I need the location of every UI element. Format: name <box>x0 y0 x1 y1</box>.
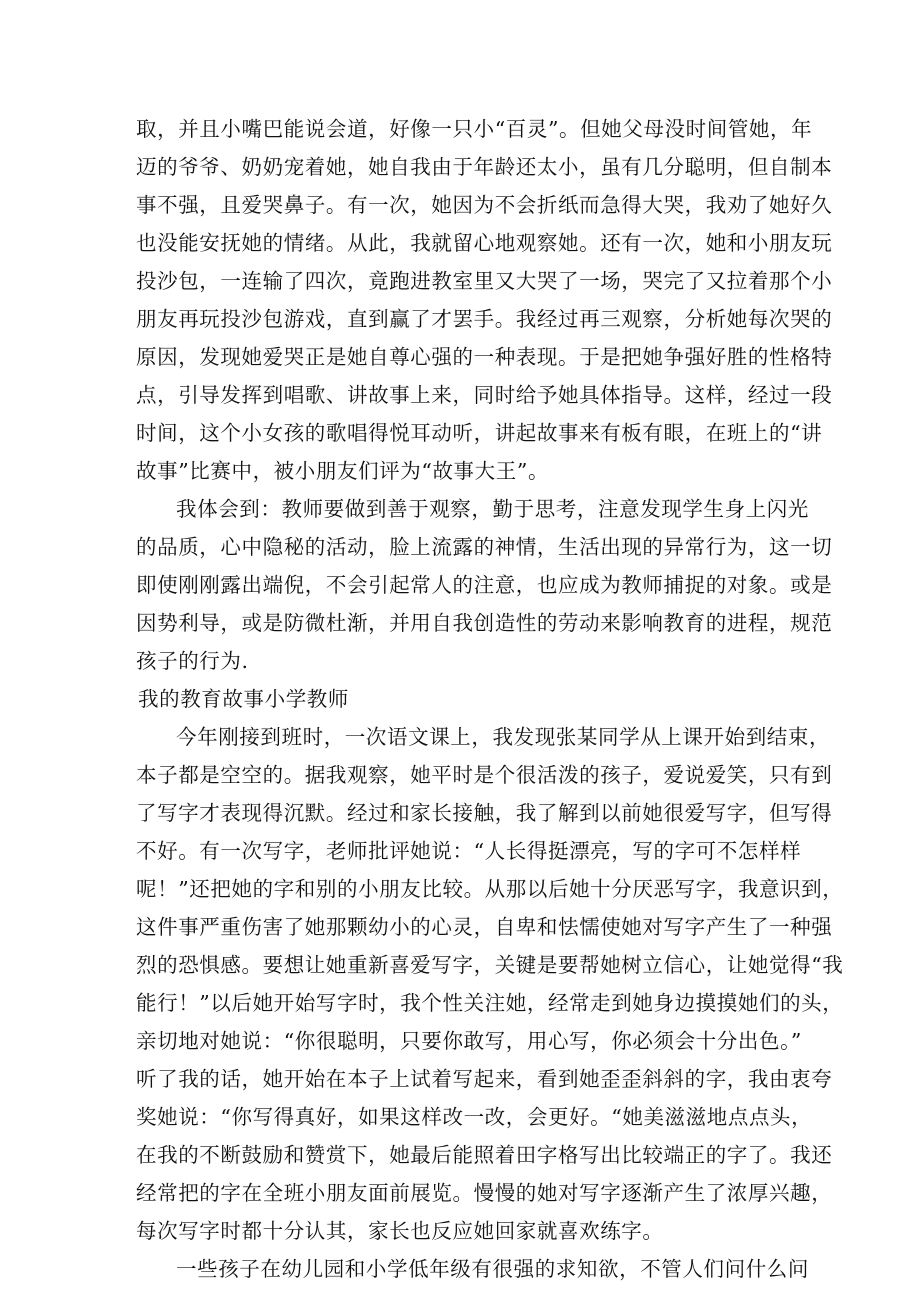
text-line: 呢！”还把她的字和别的小朋友比较。从那以后她十分厌恶写字，我意识到， <box>136 877 844 901</box>
text-line: 亲切地对她说：“你很聪明，只要你敢写，用心写，你必须会十分出色。” <box>136 1029 803 1053</box>
text-line: 朋友再玩投沙包游戏，直到赢了才罢手。我经过再三观察，分析她每次哭的 <box>136 307 833 331</box>
text-line: 投沙包，一连输了四次，竟跑进教室里又大哭了一场，哭完了又拉着那个小 <box>136 269 833 293</box>
text-line: 每次写字时都十分认其，家长也反应她回家就喜欢练字。 <box>136 1219 664 1243</box>
text-line: 的品质，心中隐秘的活动，脸上流露的神情，生活出现的异常行为，这一切 <box>136 535 833 559</box>
text-line: 听了我的话，她开始在本子上试着写起来，看到她歪歪斜斜的字，我由衷夸 <box>136 1067 833 1091</box>
text-line: 能行！”以后她开始写字时，我个性关注她，经常走到她身边摸摸她们的头， <box>136 991 844 1015</box>
text-line: 因势利导，或是防微杜渐，并用自我创造性的劳动来影响教育的进程，规范 <box>136 611 833 635</box>
text-line: 了写字才表现得沉默。经过和家长接触，我了解到以前她很爱写字，但写得 <box>136 801 833 825</box>
section-heading: 我的教育故事小学教师 <box>138 687 349 711</box>
text-line: 本子都是空空的。据我观察，她平时是个很活泼的孩子，爱说爱笑，只有到 <box>136 763 833 787</box>
text-line: 也没能安抚她的情绪。从此，我就留心地观察她。还有一次，她和小朋友玩 <box>136 231 833 255</box>
text-line: 即使刚刚露出端倪，不会引起常人的注意，也应成为教师捕捉的对象。或是 <box>136 573 833 597</box>
text-line: 不好。有一次写字，老师批评她说：“人长得挺漂亮，写的字可不怎样样 <box>136 839 802 863</box>
text-line: 奖她说：“你写得真好，如果这样改一改，会更好。“她美滋滋地点点头， <box>136 1105 813 1129</box>
text-line: 这件事严重伤害了她那颗幼小的心灵，自卑和怯懦使她对写字产生了一种强 <box>136 915 833 939</box>
text-line: 事不强，且爱哭鼻子。有一次，她因为不会折纸而急得大哭，我劝了她好久 <box>136 193 833 217</box>
text-line: 原因，发现她爱哭正是她自尊心强的一种表现。于是把她争强好胜的性格特 <box>136 345 833 369</box>
text-line: 孩子的行为. <box>136 649 249 673</box>
paragraph-first-line: 今年刚接到班时，一次语文课上，我发现张某同学从上课开始到结束， <box>176 725 831 749</box>
paragraph-first-line: 一些孩子在幼儿园和小学低年级有很强的求知欲，不管人们问什么问 <box>176 1257 809 1281</box>
text-line: 迈的爷爷、奶奶宠着她，她自我由于年龄还太小，虽有几分聪明，但自制本 <box>136 155 833 179</box>
paragraph-first-line: 我体会到：教师要做到善于观察，勤于思考，注意发现学生身上闪光 <box>176 497 809 521</box>
text-line: 点，引导发挥到唱歌、讲故事上来，同时给予她具体指导。这样，经过一段 <box>136 383 833 407</box>
text-line: 在我的不断鼓励和赞赏下，她最后能照着田字格写出比较端正的字了。我还 <box>136 1143 833 1167</box>
text-line: 时间，这个小女孩的歌唱得悦耳动听，讲起故事来有板有眼，在班上的“讲 <box>136 421 823 445</box>
text-line: 烈的恐惧感。要想让她重新喜爱写字，关键是要帮她树立信心，让她觉得“我 <box>136 953 844 977</box>
text-line: 取，并且小嘴巴能说会道，好像一只小“百灵”。但她父母没时间管她，年 <box>136 117 813 141</box>
text-line: 经常把的字在全班小朋友面前展览。慢慢的她对写字逐渐产生了浓厚兴趣， <box>136 1181 833 1205</box>
text-line: 故事”比赛中，被小朋友们评为“故事大王”。 <box>136 459 550 483</box>
